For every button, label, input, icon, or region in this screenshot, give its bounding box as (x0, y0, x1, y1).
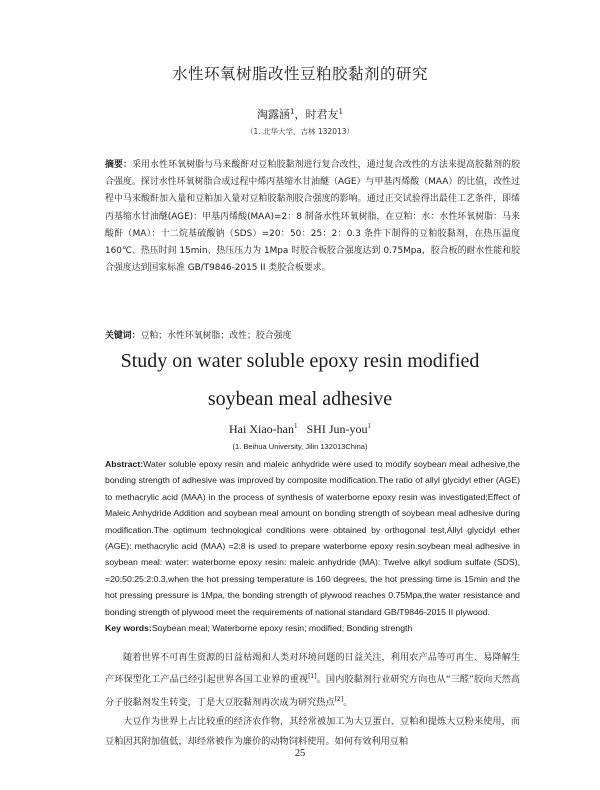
author-1: 淘露涵 (257, 108, 291, 121)
body-paragraph-1 (105, 648, 520, 712)
english-keywords-label: Key words: (105, 623, 152, 633)
body-paragraph-1-part-2: 。国内胶黏剂行业研究方向也从“三醛”胶向天然高分子胶黏剂发生转变，丁是大豆胶黏剂再次成为研究热点 (105, 674, 520, 708)
body-paragraph-2: 大豆作为世界上占比较重的经济农作物，其经常被加工为大豆蛋白、豆粕和提炼大豆粉来使用，而豆粕因其附加值低，却经常被作为廉价的动物饲料使用。如何有效利用豆粕 (105, 716, 520, 747)
author-2-affil-mark: 1 (338, 107, 343, 116)
chinese-abstract (105, 157, 520, 277)
english-title: Study on water soluble epoxy resin modified soybean meal adhesive (120, 350, 480, 410)
english-keywords-text: Soybean meal; Waterborne epoxy resin; modified; Bonding strength (151, 623, 413, 633)
chinese-keywords-label: 关键词： (105, 331, 141, 341)
chinese-affiliation: （1. 北华大学，吉林 132013） (245, 127, 355, 136)
chinese-title: 水性环氧树脂改性豆粕胶黏剂的研究 (171, 65, 428, 83)
citation-2: [2] (334, 695, 344, 703)
english-authors (0, 422, 600, 437)
chinese-keywords-text: 豆粕；水性环氧树脂；改性；胶合强度 (140, 331, 292, 341)
english-abstract (105, 456, 520, 620)
english-abstract-text: Water soluble epoxy resin and maleic anhydride were used to modify soybean meal adhesive,the bonding strength of adhesive was improved by composite modification.The ratio of allyl glycidyl ether (AGE) to methacrylic acid (MAA) in the process of synthesis of waterborne epoxy resin was investigated;Effect of Maleic Anhydride Addition and soybean meal amount on bonding strength of soybean meal adhesive during modification.The optimum technological conditions were obtained by orthogonal test,Allyl glycidyl ether (AGE): methacrylic acid (MAA) =2:8 is used to prepare waterborne epoxy resin.soybean meal adhesive in soybean meal: water: waterborne epoxy resin: maleic anhydride (MA): Twelve alkyl sodium sulfate (SDS), =20:50:25:2:0.3,when the hot pressing temperature is 160 degrees, the hot pressing time is 15min and the hot pressing pressure is 1Mpa, the bonding strength of plywood reaches 0.75Mpa,the water resistance and bonding strength of plywood meet the requirements of national standard GB/T9846-2015 II plywood. (105, 459, 520, 617)
chinese-authors (0, 106, 600, 122)
chinese-abstract-text: 采用水性环氧树脂与马来酸酐对豆粕胶黏剂进行复合改性，通过复合改性的方法来提高胶黏剂的胶合强度。探讨水性环氧树脂合成过程中烯丙基缩水甘油醚（AGE）与甲基丙烯酸（MAA）的比值，改性过程中马来酸酐加入量和豆粕加入量对豆粕胶黏剂胶合强度的影响。通过正交试验得出最佳工艺条件，即烯丙基缩水甘油醚(AGE)：甲基丙烯酸(MAA)=2：8 制备水性环氧树脂，在豆粕：水：水性环氧树脂：马来酸酐（MA）：十二烷基硫酸钠（SDS）=20：50：25：2：0.3 条件下制得的豆粕胶黏剂，在热压温度 160℃、热压时间 15min、热压压力为 1Mpa 时胶合板胶合强度达到 0.75Mpa，胶合板的耐水性能和胶合强度达到国家标准 GB/T9846-2015 II 类胶合板要求。 (105, 160, 520, 274)
english-author-2: SHI Jun-you (306, 422, 368, 436)
body-paragraph-1-end: 。 (343, 696, 353, 708)
citation-1: [1] (308, 673, 317, 681)
author-separator: ， (294, 108, 306, 121)
body-paragraph-1-part-1: 随着世界不可再生资源的日益枯竭和人类对环境问题的日益关注，利用农产品等可再生、易降解生产环保型化工产品已经引起世界各国工业界的重视 (105, 652, 520, 686)
author-2: 时君友 (305, 108, 339, 121)
author-1-affil-mark: 1 (290, 107, 295, 116)
english-author-2-affil-mark: 1 (367, 422, 371, 430)
english-abstract-label: Abstract: (105, 459, 144, 469)
english-keywords (105, 621, 520, 635)
english-affiliation: (1. Beihua University, Jilin 132013China) (232, 442, 368, 451)
english-author-1: Hai Xiao-han (229, 422, 294, 436)
english-author-1-affil-mark: 1 (293, 422, 298, 430)
chinese-abstract-label: 摘要： (105, 160, 133, 170)
body-text (105, 648, 520, 751)
page-number: 25 (294, 748, 306, 759)
